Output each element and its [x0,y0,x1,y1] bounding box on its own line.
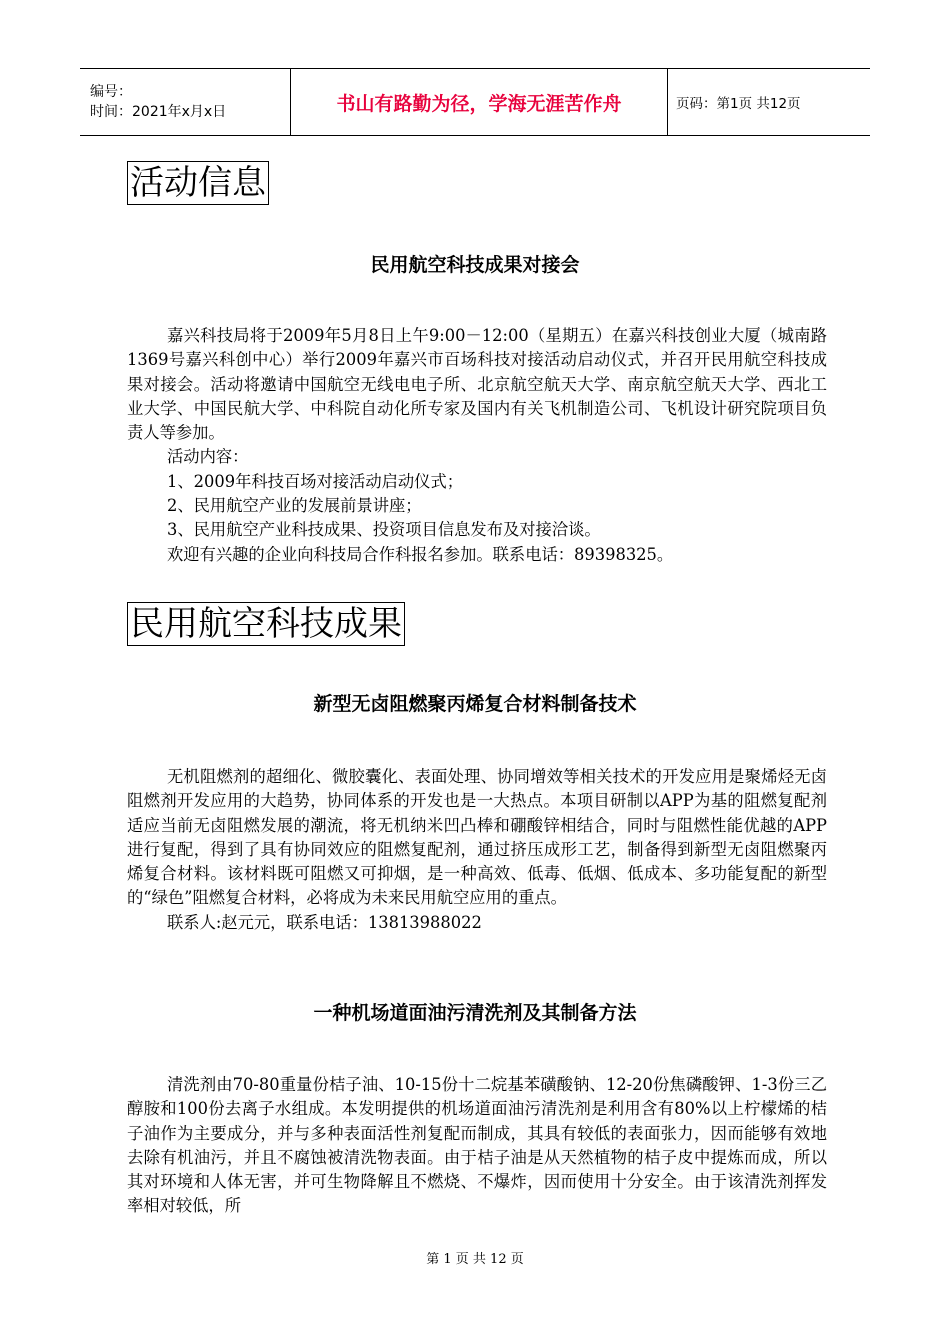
event-body [127,324,827,567]
page-footer: 第 1 页 共 12 页 [426,1252,524,1267]
event-intro: 嘉兴科技局将于2009年5月8日上午9:00－12:00（星期五）在嘉兴科技创业大厦（城南路1369号嘉兴科创中心）举行2009年嘉兴市百场科技对接活动启动仪式，并召开民用航空科技成果对接会。活动将邀请中国航空无线电电子所、北京航空航天大学、南京航空航天大学、西北工业大学、中国民航大学、中科院自动化所专家及国内有关飞机制造公司、飞机设计研究院项目负责人等参加。 [127,326,827,443]
item1-contact: 联系人:赵元元，联系电话：13813988022 [167,912,482,932]
item1-body-block [127,765,827,935]
header-motto: 书山有路勤为径，学海无涯苦作舟 [291,69,668,136]
event-item-3: 3、民用航空产业科技成果、投资项目信息发布及对接洽谈。 [167,520,601,540]
event-title: 民用航空科技成果对接会 [370,254,580,276]
time-label: 时间：2021年x月x日 [90,104,227,120]
section-heading-achievements: 民用航空科技成果 [127,602,405,646]
header-page-info: 页码：第1页 共12页 [668,69,871,136]
event-item-1: 1、2009年科技百场对接活动启动仪式； [167,471,464,491]
event-item-2: 2、民用航空产业的发展前景讲座； [167,496,422,516]
section-heading-activity: 活动信息 [127,161,269,205]
item1-body: 无机阻燃剂的超细化、微胶囊化、表面处理、协同增效等相关技术的开发应用是聚烯烃无卤阻燃剂开发应用的大趋势，协同体系的开发也是一大热点。本项目研制以APP为基的阻燃复配剂适应当前无卤阻燃发展的潮流，将无机纳米凹凸棒和硼酸锌相结合，同时与阻燃性能优越的APP进行复配，得到了具有协同效应的阻燃复配剂，通过挤压成形工艺，制备得到新型无卤阻燃聚丙烯复合材料。该材料既可阻燃又可抑烟，是一种高效、低毒、低烟、低成本、多功能复配的新型的“绿色”阻燃复合材料，必将成为未来民用航空应用的重点。 [127,767,827,908]
event-closing: 欢迎有兴趣的企业向科技局合作科报名参加。联系电话：89398325。 [167,544,674,564]
item2-body: 清洗剂由70-80重量份桔子油、10-15份十二烷基苯磺酸钠、12-20份焦磷酸钾、1-3份三乙醇胺和100份去离子水组成。本发明提供的机场道面油污清洗剂是利用含有80%以上柠檬烯的桔子油作为主要成分，并与多种表面活性剂复配而制成，其具有较低的表面张力，因而能够有效地去除有机油污，并且不腐蚀被清洗物表面。由于桔子油是从天然植物的桔子皮中提炼而成，所以其对环境和人体无害，并可生物降解且不燃烧、不爆炸，因而使用十分安全。由于该清洗剂挥发率相对较低，所 [127,1075,827,1216]
item2-title: 一种机场道面油污清洗剂及其制备方法 [313,1002,637,1024]
item2-body-block [127,1073,827,1219]
item1-title: 新型无卤阻燃聚丙烯复合材料制备技术 [313,693,637,715]
header-meta [80,69,291,136]
code-label: 编号： [90,84,132,100]
page-header [80,68,870,136]
event-content-label: 活动内容： [167,447,249,467]
